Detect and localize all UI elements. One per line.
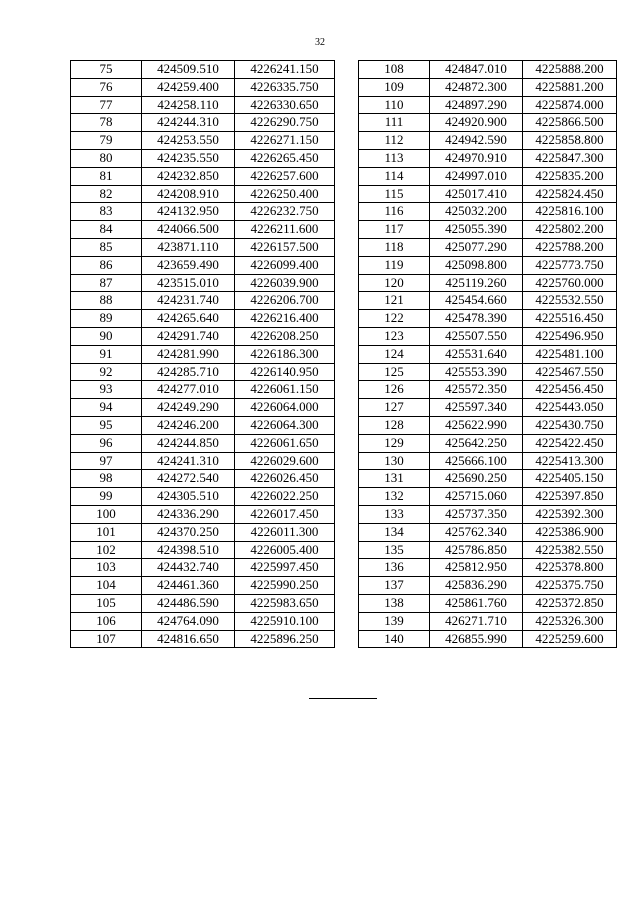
coordinates-table-right-body bbox=[359, 61, 617, 648]
table-row bbox=[359, 630, 617, 648]
x-coordinate-cell: 424244.310 bbox=[142, 114, 235, 132]
point-number-cell: 117 bbox=[359, 221, 430, 239]
point-number-cell: 107 bbox=[71, 630, 142, 648]
table-row bbox=[359, 221, 617, 239]
y-coordinate-cell: 4225326.300 bbox=[523, 612, 617, 630]
table-row bbox=[71, 434, 335, 452]
point-number-cell: 90 bbox=[71, 327, 142, 345]
point-number-cell: 131 bbox=[359, 470, 430, 488]
y-coordinate-cell: 4226271.150 bbox=[235, 132, 335, 150]
x-coordinate-cell: 425507.550 bbox=[430, 327, 523, 345]
y-coordinate-cell: 4226099.400 bbox=[235, 256, 335, 274]
x-coordinate-cell: 424208.910 bbox=[142, 185, 235, 203]
point-number-cell: 85 bbox=[71, 238, 142, 256]
x-coordinate-cell: 425454.660 bbox=[430, 292, 523, 310]
x-coordinate-cell: 424970.910 bbox=[430, 149, 523, 167]
y-coordinate-cell: 4226140.950 bbox=[235, 363, 335, 381]
x-coordinate-cell: 424066.500 bbox=[142, 221, 235, 239]
x-coordinate-cell: 425032.200 bbox=[430, 203, 523, 221]
page-number: 32 bbox=[315, 37, 325, 48]
point-number-cell: 100 bbox=[71, 505, 142, 523]
y-coordinate-cell: 4225788.200 bbox=[523, 238, 617, 256]
point-number-cell: 92 bbox=[71, 363, 142, 381]
coordinates-table-left-body bbox=[71, 61, 335, 648]
coordinates-table-left bbox=[70, 60, 335, 648]
point-number-cell: 105 bbox=[71, 594, 142, 612]
table-row bbox=[71, 149, 335, 167]
y-coordinate-cell: 4225858.800 bbox=[523, 132, 617, 150]
table-row bbox=[71, 292, 335, 310]
y-coordinate-cell: 4225397.850 bbox=[523, 488, 617, 506]
table-row bbox=[359, 149, 617, 167]
table-row bbox=[359, 274, 617, 292]
point-number-cell: 99 bbox=[71, 488, 142, 506]
y-coordinate-cell: 4225422.450 bbox=[523, 434, 617, 452]
x-coordinate-cell: 424258.110 bbox=[142, 96, 235, 114]
point-number-cell: 139 bbox=[359, 612, 430, 630]
table-row bbox=[71, 559, 335, 577]
point-number-cell: 78 bbox=[71, 114, 142, 132]
table-row bbox=[359, 238, 617, 256]
table-row bbox=[359, 203, 617, 221]
point-number-cell: 119 bbox=[359, 256, 430, 274]
point-number-cell: 112 bbox=[359, 132, 430, 150]
y-coordinate-cell: 4225516.450 bbox=[523, 310, 617, 328]
x-coordinate-cell: 425478.390 bbox=[430, 310, 523, 328]
point-number-cell: 81 bbox=[71, 167, 142, 185]
table-row bbox=[71, 345, 335, 363]
x-coordinate-cell: 424336.290 bbox=[142, 505, 235, 523]
table-row bbox=[71, 452, 335, 470]
table-row bbox=[71, 399, 335, 417]
point-number-cell: 75 bbox=[71, 61, 142, 79]
x-coordinate-cell: 424232.850 bbox=[142, 167, 235, 185]
table-row bbox=[359, 96, 617, 114]
table-row bbox=[71, 470, 335, 488]
x-coordinate-cell: 424872.300 bbox=[430, 78, 523, 96]
y-coordinate-cell: 4226064.000 bbox=[235, 399, 335, 417]
point-number-cell: 130 bbox=[359, 452, 430, 470]
y-coordinate-cell: 4225874.000 bbox=[523, 96, 617, 114]
point-number-cell: 110 bbox=[359, 96, 430, 114]
point-number-cell: 134 bbox=[359, 523, 430, 541]
x-coordinate-cell: 424764.090 bbox=[142, 612, 235, 630]
x-coordinate-cell: 424235.550 bbox=[142, 149, 235, 167]
point-number-cell: 108 bbox=[359, 61, 430, 79]
table-row bbox=[359, 505, 617, 523]
point-number-cell: 109 bbox=[359, 78, 430, 96]
point-number-cell: 83 bbox=[71, 203, 142, 221]
y-coordinate-cell: 4225532.550 bbox=[523, 292, 617, 310]
point-number-cell: 80 bbox=[71, 149, 142, 167]
x-coordinate-cell: 424997.010 bbox=[430, 167, 523, 185]
y-coordinate-cell: 4225481.100 bbox=[523, 345, 617, 363]
table-row bbox=[71, 327, 335, 345]
point-number-cell: 136 bbox=[359, 559, 430, 577]
point-number-cell: 96 bbox=[71, 434, 142, 452]
point-number-cell: 79 bbox=[71, 132, 142, 150]
point-number-cell: 82 bbox=[71, 185, 142, 203]
table-row bbox=[71, 274, 335, 292]
point-number-cell: 101 bbox=[71, 523, 142, 541]
x-coordinate-cell: 425531.640 bbox=[430, 345, 523, 363]
x-coordinate-cell: 425812.950 bbox=[430, 559, 523, 577]
y-coordinate-cell: 4225375.750 bbox=[523, 577, 617, 595]
table-row bbox=[71, 612, 335, 630]
point-number-cell: 116 bbox=[359, 203, 430, 221]
x-coordinate-cell: 424942.590 bbox=[430, 132, 523, 150]
table-row bbox=[71, 488, 335, 506]
y-coordinate-cell: 4226250.400 bbox=[235, 185, 335, 203]
y-coordinate-cell: 4225496.950 bbox=[523, 327, 617, 345]
point-number-cell: 89 bbox=[71, 310, 142, 328]
coordinates-table-right bbox=[358, 60, 617, 648]
y-coordinate-cell: 4225392.300 bbox=[523, 505, 617, 523]
x-coordinate-cell: 425690.250 bbox=[430, 470, 523, 488]
y-coordinate-cell: 4225259.600 bbox=[523, 630, 617, 648]
y-coordinate-cell: 4225456.450 bbox=[523, 381, 617, 399]
table-row bbox=[71, 541, 335, 559]
y-coordinate-cell: 4225847.300 bbox=[523, 149, 617, 167]
y-coordinate-cell: 4225866.500 bbox=[523, 114, 617, 132]
table-row bbox=[359, 523, 617, 541]
point-number-cell: 88 bbox=[71, 292, 142, 310]
y-coordinate-cell: 4226216.400 bbox=[235, 310, 335, 328]
y-coordinate-cell: 4226186.300 bbox=[235, 345, 335, 363]
table-row bbox=[71, 185, 335, 203]
x-coordinate-cell: 425017.410 bbox=[430, 185, 523, 203]
x-coordinate-cell: 424816.650 bbox=[142, 630, 235, 648]
x-coordinate-cell: 424285.710 bbox=[142, 363, 235, 381]
y-coordinate-cell: 4226241.150 bbox=[235, 61, 335, 79]
point-number-cell: 125 bbox=[359, 363, 430, 381]
x-coordinate-cell: 424249.290 bbox=[142, 399, 235, 417]
table-row bbox=[71, 630, 335, 648]
point-number-cell: 124 bbox=[359, 345, 430, 363]
table-row bbox=[71, 594, 335, 612]
point-number-cell: 111 bbox=[359, 114, 430, 132]
table-row bbox=[359, 470, 617, 488]
point-number-cell: 113 bbox=[359, 149, 430, 167]
x-coordinate-cell: 424246.200 bbox=[142, 416, 235, 434]
x-coordinate-cell: 424897.290 bbox=[430, 96, 523, 114]
point-number-cell: 114 bbox=[359, 167, 430, 185]
table-row bbox=[71, 523, 335, 541]
x-coordinate-cell: 423659.490 bbox=[142, 256, 235, 274]
x-coordinate-cell: 425666.100 bbox=[430, 452, 523, 470]
y-coordinate-cell: 4225997.450 bbox=[235, 559, 335, 577]
point-number-cell: 140 bbox=[359, 630, 430, 648]
table-row bbox=[71, 416, 335, 434]
table-row bbox=[71, 363, 335, 381]
x-coordinate-cell: 424291.740 bbox=[142, 327, 235, 345]
y-coordinate-cell: 4226061.150 bbox=[235, 381, 335, 399]
table-row bbox=[71, 167, 335, 185]
table-row bbox=[359, 61, 617, 79]
table-row bbox=[359, 292, 617, 310]
x-coordinate-cell: 424398.510 bbox=[142, 541, 235, 559]
x-coordinate-cell: 424259.400 bbox=[142, 78, 235, 96]
y-coordinate-cell: 4225378.800 bbox=[523, 559, 617, 577]
x-coordinate-cell: 425861.760 bbox=[430, 594, 523, 612]
y-coordinate-cell: 4226061.650 bbox=[235, 434, 335, 452]
y-coordinate-cell: 4226157.500 bbox=[235, 238, 335, 256]
point-number-cell: 97 bbox=[71, 452, 142, 470]
table-row bbox=[71, 256, 335, 274]
table-row bbox=[71, 577, 335, 595]
table-row bbox=[359, 167, 617, 185]
y-coordinate-cell: 4226208.250 bbox=[235, 327, 335, 345]
point-number-cell: 120 bbox=[359, 274, 430, 292]
table-row bbox=[359, 345, 617, 363]
x-coordinate-cell: 424486.590 bbox=[142, 594, 235, 612]
x-coordinate-cell: 424281.990 bbox=[142, 345, 235, 363]
table-row bbox=[359, 488, 617, 506]
point-number-cell: 121 bbox=[359, 292, 430, 310]
point-number-cell: 132 bbox=[359, 488, 430, 506]
x-coordinate-cell: 425762.340 bbox=[430, 523, 523, 541]
table-row bbox=[359, 452, 617, 470]
y-coordinate-cell: 4225910.100 bbox=[235, 612, 335, 630]
y-coordinate-cell: 4225467.550 bbox=[523, 363, 617, 381]
point-number-cell: 138 bbox=[359, 594, 430, 612]
y-coordinate-cell: 4226029.600 bbox=[235, 452, 335, 470]
point-number-cell: 126 bbox=[359, 381, 430, 399]
point-number-cell: 95 bbox=[71, 416, 142, 434]
y-coordinate-cell: 4225881.200 bbox=[523, 78, 617, 96]
table-row bbox=[71, 203, 335, 221]
x-coordinate-cell: 424241.310 bbox=[142, 452, 235, 470]
table-row bbox=[71, 310, 335, 328]
y-coordinate-cell: 4225405.150 bbox=[523, 470, 617, 488]
y-coordinate-cell: 4225990.250 bbox=[235, 577, 335, 595]
table-row bbox=[359, 185, 617, 203]
y-coordinate-cell: 4225372.850 bbox=[523, 594, 617, 612]
table-row bbox=[71, 78, 335, 96]
table-row bbox=[359, 541, 617, 559]
point-number-cell: 135 bbox=[359, 541, 430, 559]
point-number-cell: 122 bbox=[359, 310, 430, 328]
x-coordinate-cell: 425055.390 bbox=[430, 221, 523, 239]
y-coordinate-cell: 4226005.400 bbox=[235, 541, 335, 559]
y-coordinate-cell: 4226265.450 bbox=[235, 149, 335, 167]
x-coordinate-cell: 424231.740 bbox=[142, 292, 235, 310]
y-coordinate-cell: 4226039.900 bbox=[235, 274, 335, 292]
x-coordinate-cell: 426855.990 bbox=[430, 630, 523, 648]
y-coordinate-cell: 4225824.450 bbox=[523, 185, 617, 203]
point-number-cell: 128 bbox=[359, 416, 430, 434]
y-coordinate-cell: 4225430.750 bbox=[523, 416, 617, 434]
table-row bbox=[71, 238, 335, 256]
y-coordinate-cell: 4226335.750 bbox=[235, 78, 335, 96]
x-coordinate-cell: 425553.390 bbox=[430, 363, 523, 381]
point-number-cell: 137 bbox=[359, 577, 430, 595]
y-coordinate-cell: 4226330.650 bbox=[235, 96, 335, 114]
table-row bbox=[359, 132, 617, 150]
x-coordinate-cell: 425737.350 bbox=[430, 505, 523, 523]
table-row bbox=[359, 416, 617, 434]
x-coordinate-cell: 424265.640 bbox=[142, 310, 235, 328]
x-coordinate-cell: 424253.550 bbox=[142, 132, 235, 150]
table-row bbox=[359, 363, 617, 381]
x-coordinate-cell: 424132.950 bbox=[142, 203, 235, 221]
point-number-cell: 115 bbox=[359, 185, 430, 203]
point-number-cell: 104 bbox=[71, 577, 142, 595]
table-row bbox=[359, 559, 617, 577]
point-number-cell: 86 bbox=[71, 256, 142, 274]
x-coordinate-cell: 426271.710 bbox=[430, 612, 523, 630]
x-coordinate-cell: 424847.010 bbox=[430, 61, 523, 79]
x-coordinate-cell: 424370.250 bbox=[142, 523, 235, 541]
end-divider-line bbox=[309, 698, 377, 699]
y-coordinate-cell: 4225888.200 bbox=[523, 61, 617, 79]
table-row bbox=[71, 61, 335, 79]
y-coordinate-cell: 4225816.100 bbox=[523, 203, 617, 221]
point-number-cell: 93 bbox=[71, 381, 142, 399]
point-number-cell: 91 bbox=[71, 345, 142, 363]
x-coordinate-cell: 424272.540 bbox=[142, 470, 235, 488]
y-coordinate-cell: 4226017.450 bbox=[235, 505, 335, 523]
y-coordinate-cell: 4225443.050 bbox=[523, 399, 617, 417]
y-coordinate-cell: 4226232.750 bbox=[235, 203, 335, 221]
point-number-cell: 77 bbox=[71, 96, 142, 114]
y-coordinate-cell: 4226211.600 bbox=[235, 221, 335, 239]
x-coordinate-cell: 423871.110 bbox=[142, 238, 235, 256]
table-row bbox=[359, 612, 617, 630]
y-coordinate-cell: 4225802.200 bbox=[523, 221, 617, 239]
point-number-cell: 123 bbox=[359, 327, 430, 345]
table-row bbox=[359, 434, 617, 452]
table-row bbox=[359, 594, 617, 612]
table-row bbox=[71, 381, 335, 399]
y-coordinate-cell: 4225382.550 bbox=[523, 541, 617, 559]
table-row bbox=[71, 132, 335, 150]
x-coordinate-cell: 425119.260 bbox=[430, 274, 523, 292]
table-row bbox=[359, 78, 617, 96]
y-coordinate-cell: 4225773.750 bbox=[523, 256, 617, 274]
x-coordinate-cell: 424277.010 bbox=[142, 381, 235, 399]
point-number-cell: 103 bbox=[71, 559, 142, 577]
table-row bbox=[359, 114, 617, 132]
y-coordinate-cell: 4225413.300 bbox=[523, 452, 617, 470]
x-coordinate-cell: 425836.290 bbox=[430, 577, 523, 595]
x-coordinate-cell: 424920.900 bbox=[430, 114, 523, 132]
point-number-cell: 127 bbox=[359, 399, 430, 417]
y-coordinate-cell: 4226026.450 bbox=[235, 470, 335, 488]
point-number-cell: 102 bbox=[71, 541, 142, 559]
y-coordinate-cell: 4226011.300 bbox=[235, 523, 335, 541]
y-coordinate-cell: 4226290.750 bbox=[235, 114, 335, 132]
x-coordinate-cell: 425597.340 bbox=[430, 399, 523, 417]
y-coordinate-cell: 4226257.600 bbox=[235, 167, 335, 185]
table-row bbox=[71, 96, 335, 114]
y-coordinate-cell: 4226064.300 bbox=[235, 416, 335, 434]
point-number-cell: 98 bbox=[71, 470, 142, 488]
y-coordinate-cell: 4225983.650 bbox=[235, 594, 335, 612]
x-coordinate-cell: 425786.850 bbox=[430, 541, 523, 559]
point-number-cell: 133 bbox=[359, 505, 430, 523]
point-number-cell: 87 bbox=[71, 274, 142, 292]
point-number-cell: 118 bbox=[359, 238, 430, 256]
x-coordinate-cell: 425572.350 bbox=[430, 381, 523, 399]
x-coordinate-cell: 425642.250 bbox=[430, 434, 523, 452]
table-row bbox=[359, 381, 617, 399]
point-number-cell: 94 bbox=[71, 399, 142, 417]
point-number-cell: 106 bbox=[71, 612, 142, 630]
x-coordinate-cell: 425715.060 bbox=[430, 488, 523, 506]
point-number-cell: 84 bbox=[71, 221, 142, 239]
table-row bbox=[359, 310, 617, 328]
x-coordinate-cell: 424509.510 bbox=[142, 61, 235, 79]
table-row bbox=[359, 399, 617, 417]
table-row bbox=[71, 221, 335, 239]
table-row bbox=[71, 114, 335, 132]
x-coordinate-cell: 424461.360 bbox=[142, 577, 235, 595]
table-row bbox=[359, 256, 617, 274]
x-coordinate-cell: 424305.510 bbox=[142, 488, 235, 506]
x-coordinate-cell: 424432.740 bbox=[142, 559, 235, 577]
y-coordinate-cell: 4225386.900 bbox=[523, 523, 617, 541]
x-coordinate-cell: 425077.290 bbox=[430, 238, 523, 256]
x-coordinate-cell: 425098.800 bbox=[430, 256, 523, 274]
point-number-cell: 129 bbox=[359, 434, 430, 452]
y-coordinate-cell: 4225835.200 bbox=[523, 167, 617, 185]
x-coordinate-cell: 424244.850 bbox=[142, 434, 235, 452]
table-row bbox=[71, 505, 335, 523]
x-coordinate-cell: 425622.990 bbox=[430, 416, 523, 434]
y-coordinate-cell: 4226206.700 bbox=[235, 292, 335, 310]
y-coordinate-cell: 4225760.000 bbox=[523, 274, 617, 292]
y-coordinate-cell: 4226022.250 bbox=[235, 488, 335, 506]
x-coordinate-cell: 423515.010 bbox=[142, 274, 235, 292]
table-row bbox=[359, 577, 617, 595]
point-number-cell: 76 bbox=[71, 78, 142, 96]
table-row bbox=[359, 327, 617, 345]
y-coordinate-cell: 4225896.250 bbox=[235, 630, 335, 648]
